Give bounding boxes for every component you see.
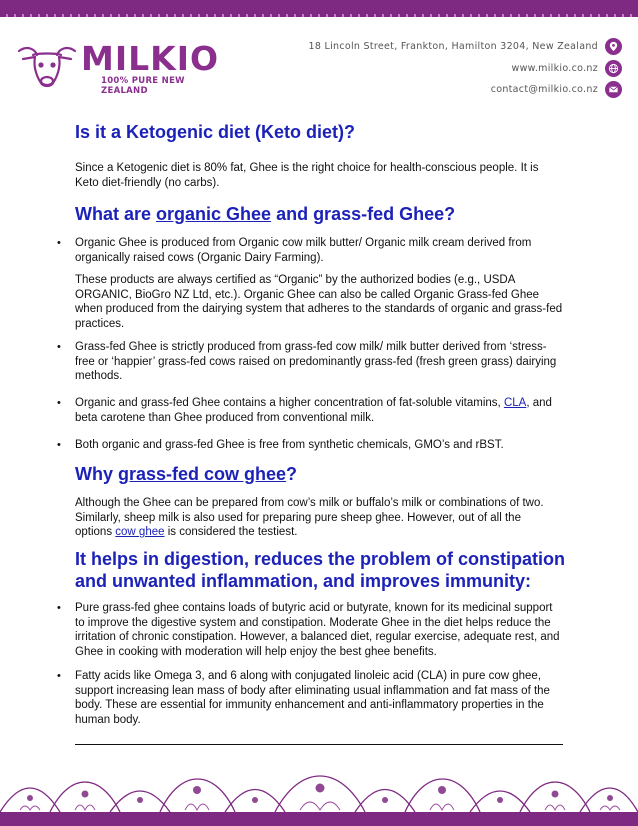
bullet-4: • [57, 439, 61, 451]
organic-b1b-line-3: when produced from the dairying system that adheres to the standards of organic and grass-fed [75, 303, 563, 316]
heading-why [75, 463, 575, 485]
organic-bullet-1 [75, 236, 565, 265]
organic-bullet-1-continued [75, 273, 565, 331]
top-decorative-band [0, 0, 638, 14]
organic-bullet-4 [75, 438, 565, 453]
address-text: 18 Lincoln Street, Frankton, Hamilton 3204, New Zealand [308, 40, 598, 52]
digestion-b2-line-1: Fatty acids like Omega 3, and 6 along with conjugated linoleic acid (CLA) in pure cow ghee, [75, 670, 542, 682]
digestion-b1-line-3: irritation of chronic constipation. However, a balanced diet, regular exercise, adequate rest, and [75, 631, 560, 644]
bullet-2: • [57, 341, 61, 353]
organic-b1-line-1: Organic Ghee is produced from Organic cow milk butter/ Organic milk cream derived from [75, 237, 532, 249]
digestion-b1-line-4: Ghee in cooking with moderation will help enjoy the best ghee benefits. [75, 645, 437, 658]
heading-why-post: ? [286, 464, 298, 484]
keto-line-2: Keto diet-friendly (no carbs). [75, 176, 220, 189]
heading-organic-pre: What are [75, 204, 157, 224]
digestion-bullet-2 [75, 669, 565, 727]
globe-icon [605, 60, 622, 77]
organic-b2-line-2: free or ‘happier’ grass-fed cows raised on predominantly grass-fed (fresh green grass) dairying [75, 355, 557, 368]
bullet-1: • [57, 237, 61, 249]
website-link[interactable]: www.milkio.co.nz [511, 62, 598, 74]
organic-b1-line-2: organically raised cows (Organic Dairy Farming). [75, 251, 324, 264]
digestion-b1-line-1: Pure grass-fed ghee contains loads of butyric acid or butyrate, known for its medicinal support [75, 602, 553, 614]
bullet-3: • [57, 397, 61, 409]
organic-bullet-3 [75, 396, 565, 425]
cow-head-icon [13, 43, 81, 89]
digestion-b2-line-3: body. These are essential for immunity enhancement and anti-inflammatory properties in the [75, 699, 544, 712]
organic-b3-line-1-post: , and [526, 397, 552, 409]
cow-ghee-link[interactable]: cow ghee [115, 526, 165, 539]
organic-b4-line-1: Both organic and grass-fed Ghee is free from synthetic chemicals, GMO’s and rBST. [75, 439, 504, 451]
footer-divider [75, 744, 563, 745]
digestion-b2-line-4: human body. [75, 713, 141, 726]
paisley-footer-ornament [0, 750, 638, 826]
bullet-6: • [57, 670, 61, 682]
heading-digestion-line-1: It helps in digestion, reduces the problem of constipation [75, 549, 566, 569]
grass-fed-cow-ghee-link[interactable]: grass-fed cow ghee [118, 464, 287, 484]
why-line-3-pre: options [75, 526, 116, 539]
heading-keto: Is it a Ketogenic diet (Keto diet)? [75, 122, 356, 142]
bullet-5: • [57, 602, 61, 614]
contact-address [308, 36, 622, 56]
heading-why-pre: Why [75, 464, 118, 484]
contact-website[interactable] [512, 58, 623, 78]
organic-b2-line-1: Grass-fed Ghee is strictly produced from grass-fed cow milk/ milk butter derived from ‘stress- [75, 341, 547, 353]
why-line-1: Although the Ghee can be prepared from cow’s milk or buffalo’s milk or combinations of two. [75, 497, 544, 509]
mail-icon [605, 81, 622, 98]
organic-b1b-line-4: practices. [75, 317, 125, 330]
milkio-logo[interactable] [13, 39, 220, 96]
digestion-bullet-1 [75, 601, 565, 659]
organic-b3-line-1-pre: Organic and grass-fed Ghee contains a higher concentration of fat-soluble vitamins, [75, 397, 504, 409]
organic-b1b-line-2: ORGANIC, BioGro NZ Ltd, etc.). Organic Ghee can also be called Organic Grass-fed Ghee [75, 288, 540, 301]
brand-tagline: 100% PURE NEW ZEALAND [101, 76, 185, 96]
why-paragraph [75, 496, 565, 540]
brand-name: MILKIO [81, 39, 220, 78]
heading-organic-post: and grass-fed Ghee? [271, 204, 456, 224]
organic-bullet-2 [75, 340, 565, 384]
keto-line-1: Since a Ketogenic diet is 80% fat, Ghee is the right choice for health-conscious people. It is [75, 162, 539, 174]
contact-email[interactable] [491, 79, 622, 99]
why-line-2: Similarly, sheep milk is also used for preparing pure sheep ghee. However, out of all the [75, 511, 521, 524]
cla-link[interactable]: CLA [503, 397, 527, 409]
digestion-b1-line-2: to improve the digestive system and constipation. Moderate Ghee in the diet helps reduce the [75, 616, 551, 629]
email-link[interactable]: contact@milkio.co.nz [490, 83, 598, 95]
heading-digestion-line-2: and unwanted inflammation, and improves immunity: [75, 571, 532, 591]
why-line-3-post: is considered the testiest. [164, 526, 298, 539]
map-pin-icon [605, 38, 622, 55]
organic-b2-line-3: methods. [75, 370, 123, 383]
heading-organic [75, 203, 575, 225]
digestion-b2-line-2: support increasing lean mass of body after eliminating usual inflammation and fat mass of the [75, 684, 550, 697]
heading-digestion [75, 548, 575, 592]
organic-b1b-line-1: These products are always certified as “Organic” by the authorized bodies (e.g., USDA [75, 274, 516, 286]
organic-b3-line-2: beta carotene than Ghee produced from conventional milk. [75, 411, 375, 424]
keto-paragraph [75, 161, 565, 190]
organic-ghee-link[interactable]: organic Ghee [156, 204, 272, 224]
